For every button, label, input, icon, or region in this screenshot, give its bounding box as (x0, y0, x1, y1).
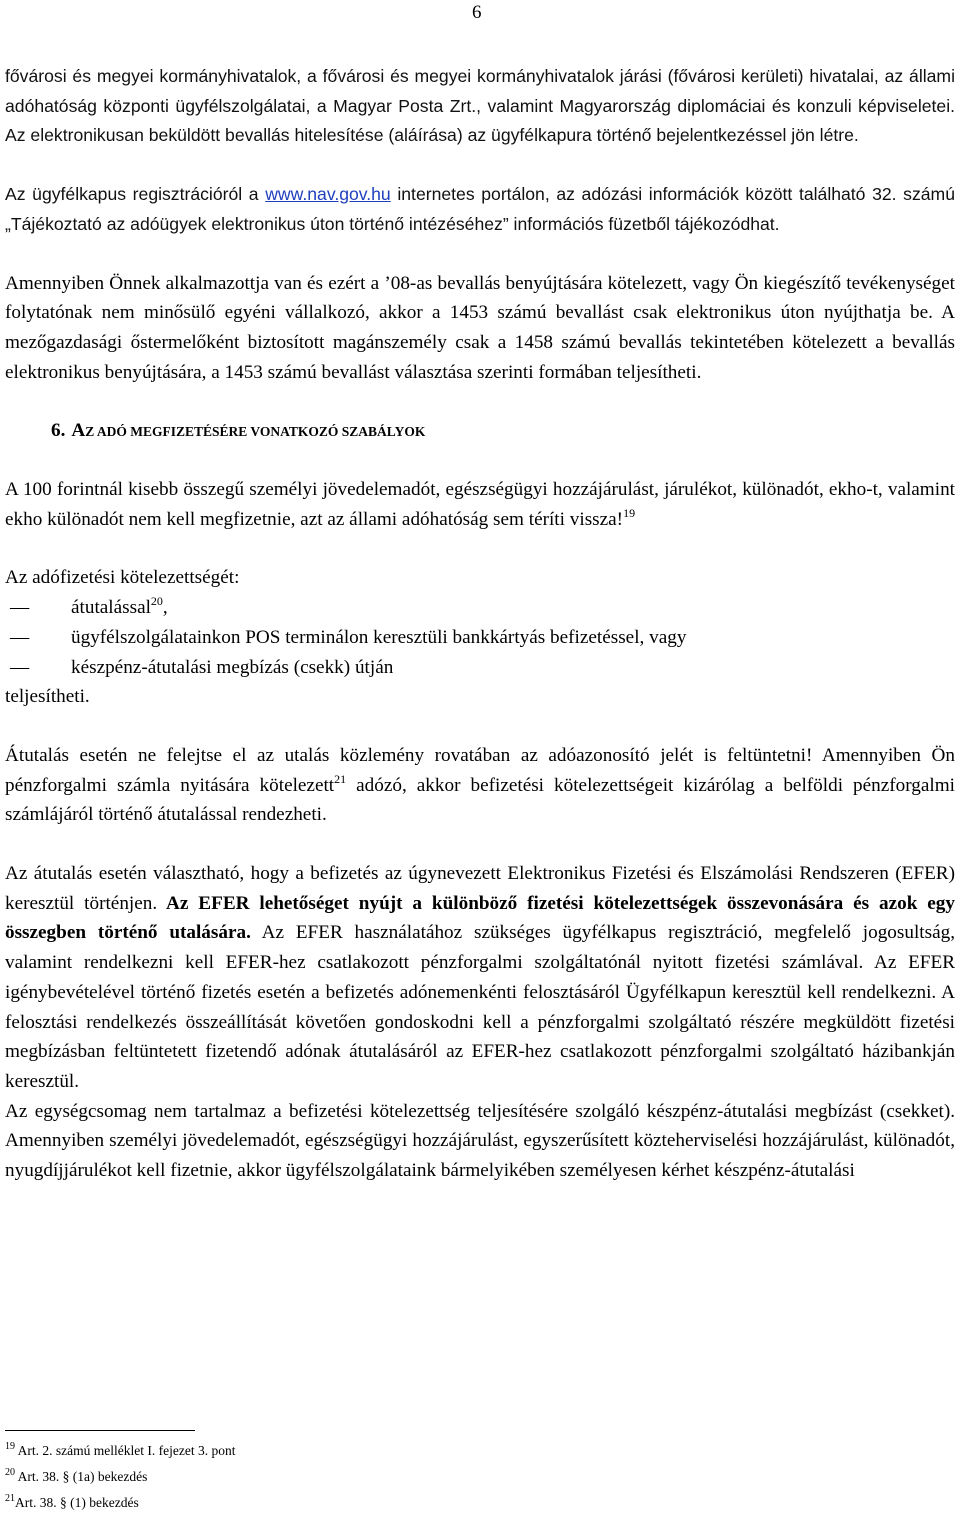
dash-bullet: — (10, 626, 30, 648)
footnote-ref-20[interactable]: 20 (150, 594, 163, 609)
paragraph-electronic-obligation (5, 269, 955, 388)
registration-text-after: internetes portálon, az adózási információk között található 32. számú „Tájékoztató az adóügyek elektronikus úton történő intézéséhez” információs füzetből tájékozódhat. (5, 184, 955, 234)
list-item-text: átutalással (71, 597, 151, 619)
nav-website-link[interactable]: www.nav.gov.hu (265, 184, 391, 205)
footnote-20 (5, 1464, 235, 1490)
efer-transfer-text: A felosztási rendelkezés összeállítását követően gondoskodni kell a pénzforgalmi szolgáltató részére megküldött fizetési megbízásban feltüntetett fizetendő adónak átutalásáról az EFER-hez csatlakozott pénzforgalmi szolgáltató házibankján keresztül. (5, 981, 955, 1092)
page-number: 6 (472, 2, 482, 23)
paragraph-submission-offices: fővárosi és megyei kormányhivatalok, a fővárosi és megyei kormányhivatalok járási (fővárosi kerületi) hivatalai, az állami adóhatóság központi ügyfélszolgálatai, a Magyar Posta Zrt., valamint Magyarország diplomáciai és konzuli képviseletei. Az elektronikusan beküldött bevallás hitelesítése (aláírása) az ügyfélkapura történő bejelentkezéssel jön létre. (5, 66, 955, 146)
footnote-ref-19[interactable]: 19 (623, 505, 636, 520)
section-title-first-letter: A (71, 420, 86, 442)
payment-methods-list (5, 593, 955, 682)
footnote-number: 20 (5, 1467, 15, 1478)
footnote-number: 21 (5, 1493, 15, 1504)
payment-methods-outro: teljesítheti. (5, 686, 90, 708)
footnote-text: Art. 38. § (1a) bekezdés (17, 1469, 148, 1484)
footnote-text: Art. 2. számú melléklet I. fejezet 3. pont (17, 1443, 236, 1458)
footnote-21 (5, 1490, 235, 1516)
list-item-text: ügyfélszolgálatainkon POS terminálon keresztüli bankkártyás befizetéssel, vagy (71, 626, 687, 648)
section-number: 6. (51, 420, 66, 442)
payment-methods-intro: Az adófizetési kötelezettségét: (5, 567, 240, 589)
footnote-ref-21[interactable]: 21 (334, 771, 347, 786)
transfer-text-before: Átutalás esetén ne felejtse el az utalás közlemény rovatában az adóazonosító jelét is feltüntetni! Amennyiben Ön pénzforgalmi számla nyitására kötelezett (5, 744, 955, 796)
paragraph-efer (5, 859, 955, 1097)
document-body (5, 62, 955, 1186)
footnote-19 (5, 1438, 235, 1464)
section-heading (5, 416, 955, 447)
agricultural-producer-text: A mezőgazdasági őstermelőként biztosított magánszemély csak a 1458 számú bevallás tekintetében kötelezett a bevallás elektronikus benyújtására, a 1453 számú bevallást választása szerinti formában teljesítheti. (5, 302, 955, 383)
list-item (5, 653, 955, 683)
dash-bullet: — (10, 656, 30, 678)
list-item (5, 593, 955, 623)
footnote-separator (5, 1430, 195, 1431)
employer-obligation-text: Amennyiben Önnek alkalmazottja van és ezért a ’08-as bevallás benyújtására kötelezett, vagy Ön kiegészítő tevékenységet folytatónak nem minősülő egyéni vállalkozó, akkor a 1453 számú bevallást csak elektronikus úton nyújthatja be. (5, 272, 955, 324)
transfer-text-after: adózó, akkor befizetési kötelezettségeit kizárólag a belföldi pénzforgalmi számlájáról történő átutalással rendezheti. (5, 774, 955, 826)
paragraph-transfer-notice (5, 741, 955, 830)
efer-allocation-text: Az EFER igénybevételével történő fizetés esetén a befizetés adónemenkénti felosztásáról Ügyfélkapun keresztül kell rendelkezni. (5, 952, 955, 1003)
footnote-number: 19 (5, 1441, 15, 1452)
efer-requirements-text: Az EFER használatához szükséges ügyfélkapus regisztráció, megfelelő jogosultság, valamint rendelkezni kell EFER-hez csatlakozott pénzforgalmi szolgáltatónál nyitott fizetési számlával. (5, 922, 955, 974)
footnote-text: Art. 38. § (1) bekezdés (15, 1495, 139, 1510)
registration-text-before: Az ügyfélkapus regisztrációról a (5, 184, 266, 205)
dash-bullet: — (10, 597, 30, 619)
paragraph-small-amounts (5, 475, 955, 534)
efer-bold-text: Az EFER lehetőséget nyújt a különböző fizetési kötelezettségek összevonására és azok egy összegben történő utalására. (5, 892, 955, 944)
small-amounts-text: A 100 forintnál kisebb összegű személyi jövedelemadót, egészségügyi hozzájárulást, járulékot, különadót, ekho-t, valamint ekho különadót nem kell megfizetnie, azt az állami adóhatóság sem téríti vissza! (5, 479, 955, 530)
list-item (5, 623, 955, 653)
list-item-suffix: , (162, 597, 168, 619)
paragraph-registration-info (5, 180, 955, 239)
efer-intro-text: Az átutalás esetén választható, hogy a befizetés az úgynevezett Elektronikus Fizetési és Elszámolási Rendszeren (EFER) keresztül történjen. (5, 863, 955, 914)
list-item-text: készpénz-átutalási megbízás (csekk) útján (71, 656, 394, 678)
paragraph-package-cheque: Az egységcsomag nem tartalmaz a befizetési kötelezettség teljesítésére szolgáló készpénz-átutalási megbízást (csekket). Amennyiben személyi jövedelemadót, egészségügyi hozzájárulást, egyszerűsített közteherviselési hozzájárulást, különadót, nyugdíjjárulékot kell fizetnie, akkor ügyfélszolgálataink bármelyikében személyesen kérhet készpénz-átutalási (5, 1100, 955, 1182)
footnotes (5, 1438, 235, 1516)
payment-methods-block (5, 563, 955, 712)
section-title-rest: Z ADÓ MEGFIZETÉSÉRE VONATKOZÓ SZABÁLYOK (85, 424, 426, 440)
